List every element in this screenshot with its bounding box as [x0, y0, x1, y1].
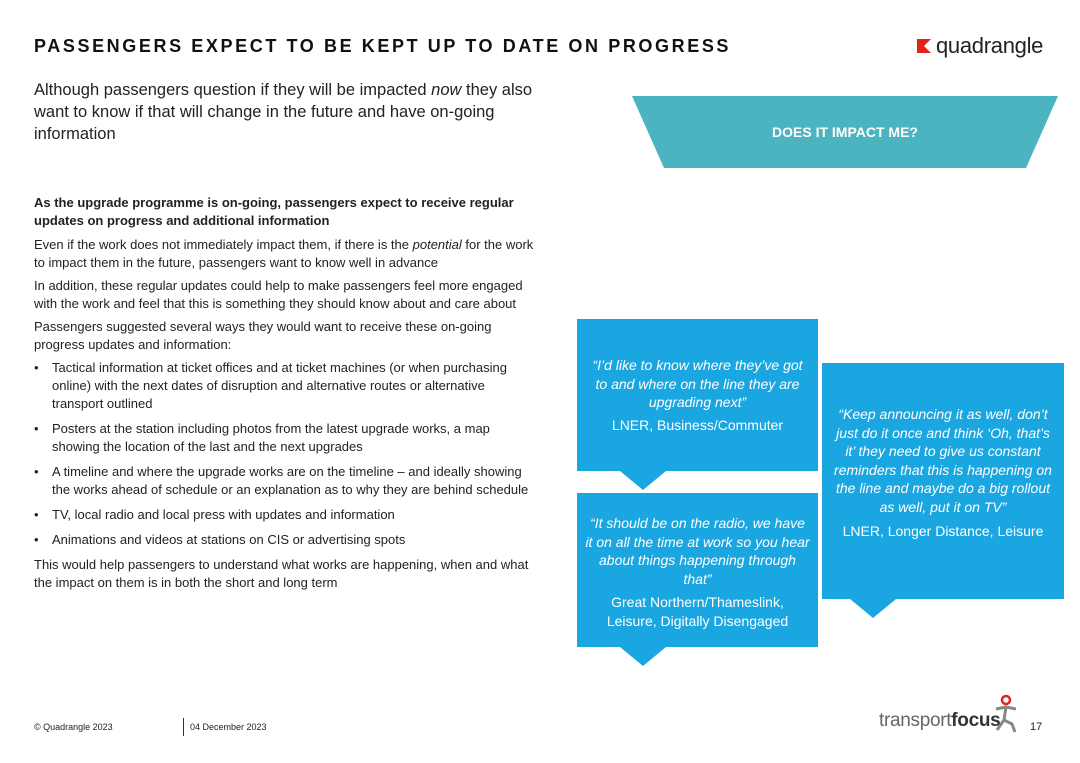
quote-bubble-lner-leisure [822, 363, 1064, 599]
closing-paragraph: This would help passengers to understand what works are happening, when and what the impact on them is in both the short and long term [34, 557, 529, 590]
list-item-text: Tactical information at ticket offices and at ticket machines (or when purchasing online) with the next dates of disruption and alternative routes or alternative transport outlined [52, 360, 507, 411]
list-item-text: Animations and videos at stations on CIS or advertising spots [52, 532, 406, 547]
quote-bubble-tail [620, 647, 666, 666]
footer-divider [183, 718, 184, 736]
tf-light-text: transport [879, 710, 952, 731]
list-item-text: TV, local radio and local press with updates and information [52, 507, 395, 522]
list-item [34, 359, 534, 413]
paragraph-suggestions: Passengers suggested several ways they would want to receive these on-going progress updates and information: [34, 319, 492, 352]
list-item-text: A timeline and where the upgrade works are on the timeline – and ideally showing the works ahead of schedule or an explanation as to why they are behind schedule [52, 464, 529, 497]
page-title: PASSENGERS EXPECT TO BE KEPT UP TO DATE ON PROGRESS [34, 36, 732, 56]
list-item [34, 463, 534, 499]
lead-paragraph: As the upgrade programme is on-going, passengers expect to receive regular updates on progress and additional information [34, 195, 514, 228]
quadrangle-mark-icon [917, 39, 931, 53]
tf-bold-text: focus [951, 710, 1001, 731]
list-item-text: Posters at the station including photos from the latest upgrade works, a map showing the location of the last and the next upgrades [52, 421, 490, 454]
list-item [34, 506, 534, 524]
p1-before: Even if the work does not immediately impact them, if there is the [34, 237, 413, 252]
paragraph-potential [34, 236, 534, 272]
intro-text [34, 79, 534, 145]
quote-bubble-tail [620, 471, 666, 490]
paragraph-engagement: In addition, these regular updates could help to make passengers feel more engaged with the work and feel that this is something they should know about and care about [34, 278, 523, 311]
body-text [34, 194, 534, 597]
bullet: • [34, 421, 39, 436]
quote-text: “Keep announcing it as well, don’t just do it once and think ‘Oh, that’s it’ they need to give us constant reminders that this is happening on the line and maybe do a big rollout as well, put it on TV” [834, 406, 1052, 515]
footer-date: 04 December 2023 [190, 722, 267, 732]
quote-bubble-great-northern [577, 493, 818, 647]
suggestion-list [34, 359, 534, 549]
quote-text: “I’d like to know where they’ve got to and where on the line they are upgrading next” [592, 357, 803, 410]
impact-banner [632, 96, 1058, 168]
intro-before: Although passengers question if they will be impacted [34, 81, 432, 99]
p1-emphasis: potential [412, 237, 462, 252]
bullet: • [34, 464, 39, 479]
quote-bubble-lner-business [577, 319, 818, 471]
transport-focus-logo [879, 710, 1000, 732]
copyright: © Quadrangle 2023 [34, 722, 113, 732]
quadrangle-logo-text: quadrangle [936, 33, 1044, 58]
intro-emphasis: now [431, 81, 462, 99]
quote-source: LNER, Longer Distance, Leisure [842, 523, 1044, 539]
bullet: • [34, 360, 39, 375]
quote-bubble-tail [850, 599, 896, 618]
list-item [34, 420, 534, 456]
intro-after: they also want to know if that will change in the future and have on-going information [34, 81, 533, 143]
transport-focus-icon [992, 694, 1020, 734]
p1-after: for the work to impact them in the future, passengers want to know well in advance [34, 237, 534, 270]
list-item [34, 531, 534, 549]
bullet: • [34, 507, 39, 522]
banner-label: DOES IT IMPACT ME? [772, 124, 918, 140]
bullet: • [34, 532, 39, 547]
quadrangle-logo [917, 33, 1043, 59]
quote-text: “It should be on the radio, we have it on all the time at work so you hear about things happening through that” [585, 515, 810, 587]
page-number: 17 [1030, 721, 1043, 733]
quote-source: Great Northern/Thameslink, Leisure, Digitally Disengaged [606, 594, 789, 629]
quote-source: LNER, Business/Commuter [611, 416, 784, 433]
